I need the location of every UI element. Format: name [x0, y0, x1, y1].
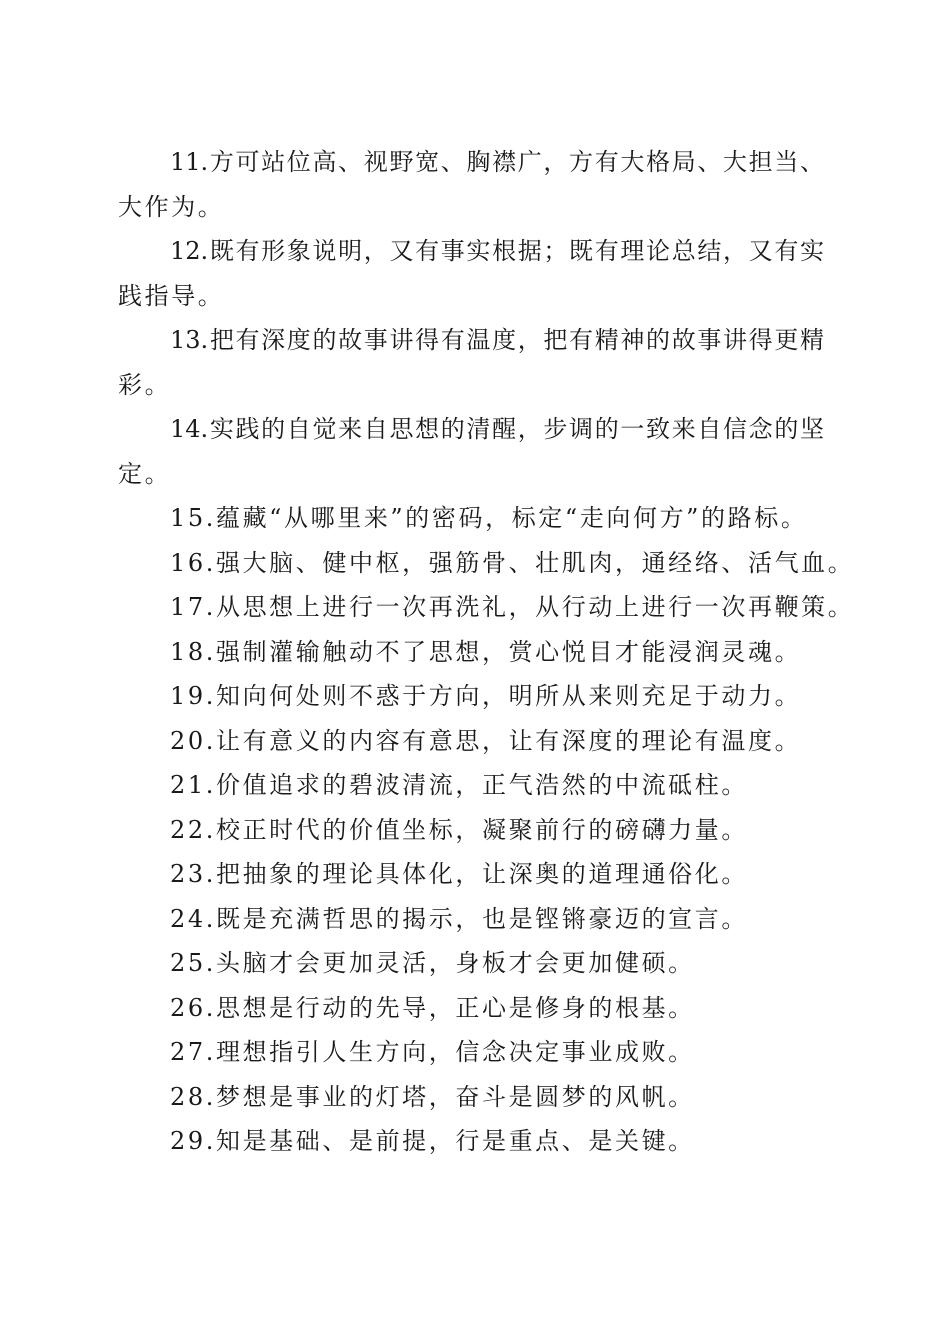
list-item-line: 13.把有深度的故事讲得有温度，把有精神的故事讲得更精: [170, 326, 824, 354]
list-item-line: 11.方可站位高、视野宽、胸襟广，方有大格局、大担当、: [170, 148, 824, 176]
list-item-line: 大作为。: [118, 192, 225, 221]
list-item: 28.梦想是事业的灯塔，奋斗是圆梦的风帆。: [170, 1082, 695, 1111]
phrase-list: [118, 140, 855, 1164]
list-item-line: 定。: [118, 459, 172, 488]
list-item-line: 12.既有形象说明，又有事实根据；既有理论总结，又有实: [170, 237, 824, 265]
list-item: 25.头脑才会更加灵活，身板才会更加健硕。: [170, 949, 695, 977]
list-item-line: 彩。: [118, 370, 172, 399]
list-item: 29.知是基础、是前提，行是重点、是关键。: [170, 1127, 695, 1155]
list-item: 15.蕴藏“从哪里来”的密码，标定“走向何方”的路标。: [170, 504, 808, 532]
list-item: 26.思想是行动的先导，正心是修身的根基。: [170, 993, 695, 1022]
list-item: 17.从思想上进行一次再洗礼，从行动上进行一次再鞭策。: [170, 593, 855, 621]
list-item: 23.把抽象的理论具体化，让深奥的道理通俗化。: [170, 860, 748, 888]
list-item: 21.价值追求的碧波清流，正气浩然的中流砥柱。: [170, 771, 748, 799]
list-item-line: 践指导。: [118, 281, 225, 310]
list-item-line: 14.实践的自觉来自思想的清醒，步调的一致来自信念的坚: [170, 415, 824, 443]
list-item: 18.强制灌输触动不了思想，赏心悦目才能浸润灵魂。: [170, 637, 802, 666]
list-item: 20.让有意义的内容有意思，让有深度的理论有温度。: [170, 726, 802, 755]
list-item: 19.知向何处则不惑于方向，明所从来则充足于动力。: [170, 682, 802, 710]
list-item: 24.既是充满哲思的揭示，也是铿锵豪迈的宣言。: [170, 904, 748, 933]
list-item: 16.强大脑、健中枢，强筋骨、壮肌肉，通经络、活气血。: [170, 548, 855, 577]
list-item: 22.校正时代的价值坐标，凝聚前行的磅礴力量。: [170, 815, 748, 844]
list-item: 27.理想指引人生方向，信念决定事业成败。: [170, 1038, 695, 1066]
